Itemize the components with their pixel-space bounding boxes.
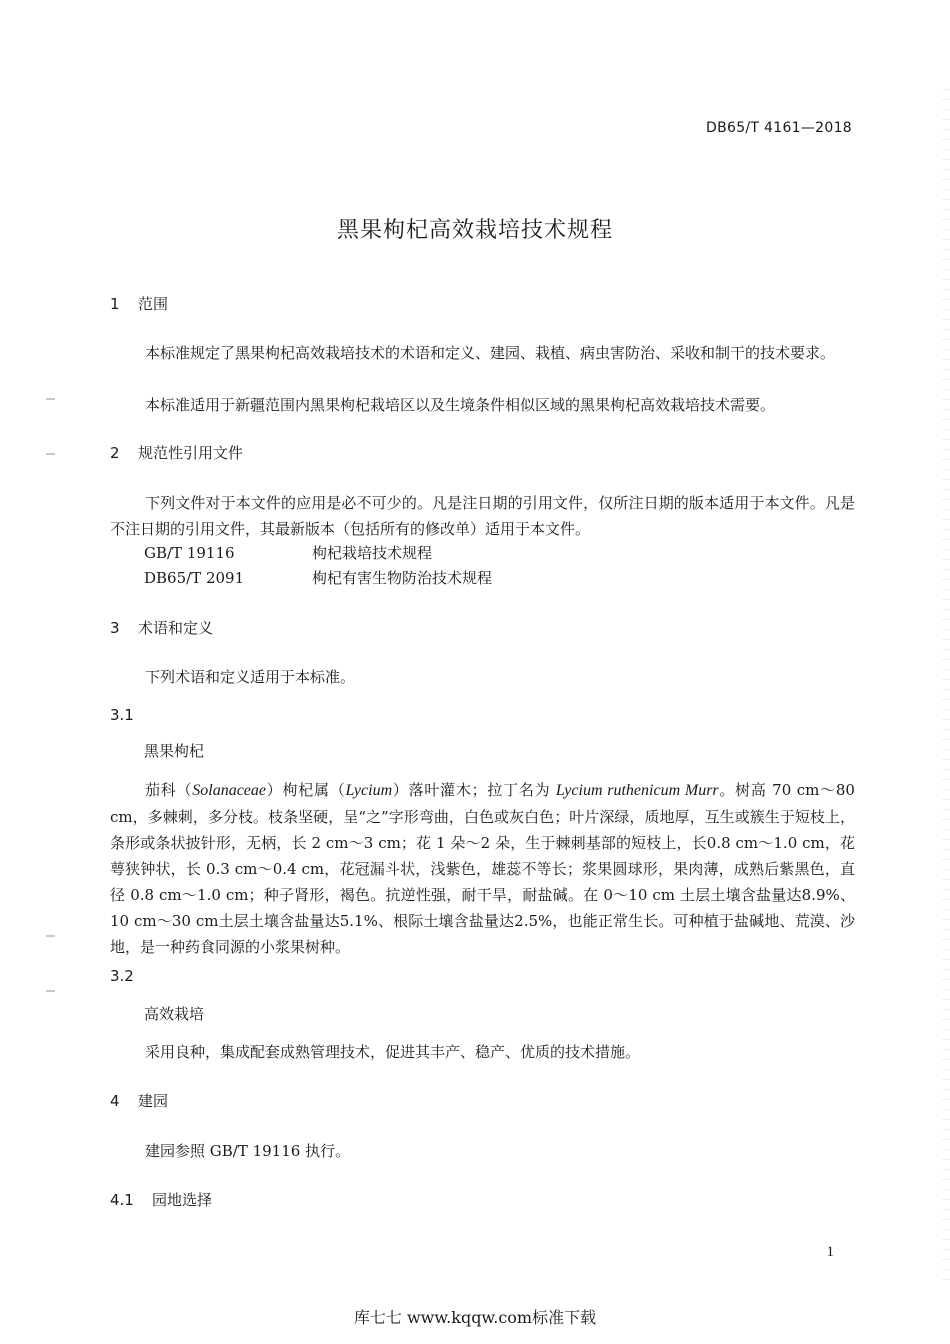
section-number: 4 <box>110 1092 120 1110</box>
reference-row <box>144 540 432 566</box>
section-1-heading <box>110 293 168 314</box>
definition-text: 茄科（ <box>145 781 193 799</box>
latin-name: Lycium ruthenicum Murr <box>555 782 719 799</box>
reference-title: 枸杞有害生物防治技术规程 <box>312 569 493 587</box>
section-number: 4.1 <box>110 1191 134 1209</box>
section-1-paragraph-1: 本标准规定了黑果枸杞高效栽培技术的术语和定义、建园、栽植、病虫害防治、采收和制干的技术要求。 <box>145 344 836 362</box>
section-title: 建园 <box>138 1092 169 1110</box>
term-3-2-number: 3.2 <box>110 967 134 985</box>
term-3-1-number: 3.1 <box>110 706 134 724</box>
term-3-2-name: 高效栽培 <box>144 1005 205 1023</box>
section-number: 2 <box>110 444 120 462</box>
page-number: 1 <box>826 1244 834 1260</box>
section-number: 3 <box>110 619 120 637</box>
definition-text: ）落叶灌木；拉丁名为 <box>392 781 556 799</box>
reference-code: GB/T 19116 <box>144 544 235 562</box>
standard-code: DB65/T 4161—2018 <box>706 120 852 136</box>
section-2-heading <box>110 442 243 463</box>
scan-mark <box>46 453 55 455</box>
definition-text: ）枸杞属（ <box>266 781 346 799</box>
reference-row <box>144 565 492 591</box>
section-title: 规范性引用文件 <box>138 444 244 462</box>
section-title: 园地选择 <box>152 1191 213 1209</box>
latin-name: Lycium <box>345 782 393 799</box>
section-3-heading <box>110 617 213 638</box>
section-3-paragraph: 下列术语和定义适用于本标准。 <box>145 668 356 686</box>
term-3-1-name: 黑果枸杞 <box>144 742 205 760</box>
section-number: 1 <box>110 295 120 313</box>
reference-code: DB65/T 2091 <box>144 569 245 587</box>
latin-name: Solanaceae <box>192 782 266 799</box>
scan-edge-artifact <box>942 80 950 1280</box>
scan-mark <box>46 398 55 400</box>
download-footer: 库七七 www.kqqw.com标准下载 <box>353 1308 597 1327</box>
section-2-paragraph: 下列文件对于本文件的应用是必不可少的。凡是注日期的引用文件，仅所注日期的版本适用于本文件。凡是不注日期的引用文件，其最新版本（包括所有的修改单）适用于本文件。 <box>110 494 855 538</box>
term-3-1-definition <box>110 777 855 960</box>
document-title: 黑果枸杞高效栽培技术规程 <box>336 218 613 243</box>
section-4-heading <box>110 1090 168 1111</box>
section-4-paragraph: 建园参照 GB/T 19116 执行。 <box>145 1142 351 1160</box>
reference-title: 枸杞栽培技术规程 <box>312 544 433 562</box>
term-3-2-definition: 采用良种，集成配套成熟管理技术，促进其丰产、稳产、优质的技术措施。 <box>145 1043 641 1061</box>
scan-mark <box>46 990 55 992</box>
definition-text: 。树高 70 cm～80 cm，多棘刺，多分枝。枝条坚硬，呈“之”字形弯曲，白色或灰白色；叶片深绿，质地厚，互生或簇生于短枝上，条形或条状披针形，无柄，长 2 cm～3 cm；花 1 朵～2 朵，生于棘刺基部的短枝上，长0.8 cm～1.0 cm，花萼狭钟状，长 0.3 cm～0.4 cm，花冠漏斗状，浅紫色，雄蕊不等长；浆果圆球形，果肉薄，成熟后紫黑色，直径 0.8 cm～1.0 cm；种子肾形，褐色。抗逆性强，耐干旱，耐盐碱。在 0～10 cm 土层土壤含盐量达8.9%、10 cm～30 cm土层土壤含盐量达5.1%、根际土壤含盐量达2.5%，也能正常生长。可种植于盐碱地、荒漠、沙地，是一种药食同源的小浆果树种。 <box>110 781 855 956</box>
section-1-paragraph-2: 本标准适用于新疆范围内黑果枸杞栽培区以及生境条件相似区域的黑果枸杞高效栽培技术需要。 <box>145 396 776 414</box>
section-title: 术语和定义 <box>138 619 214 637</box>
section-title: 范围 <box>138 295 169 313</box>
scan-mark <box>46 935 55 937</box>
section-4-1-heading <box>110 1189 212 1210</box>
